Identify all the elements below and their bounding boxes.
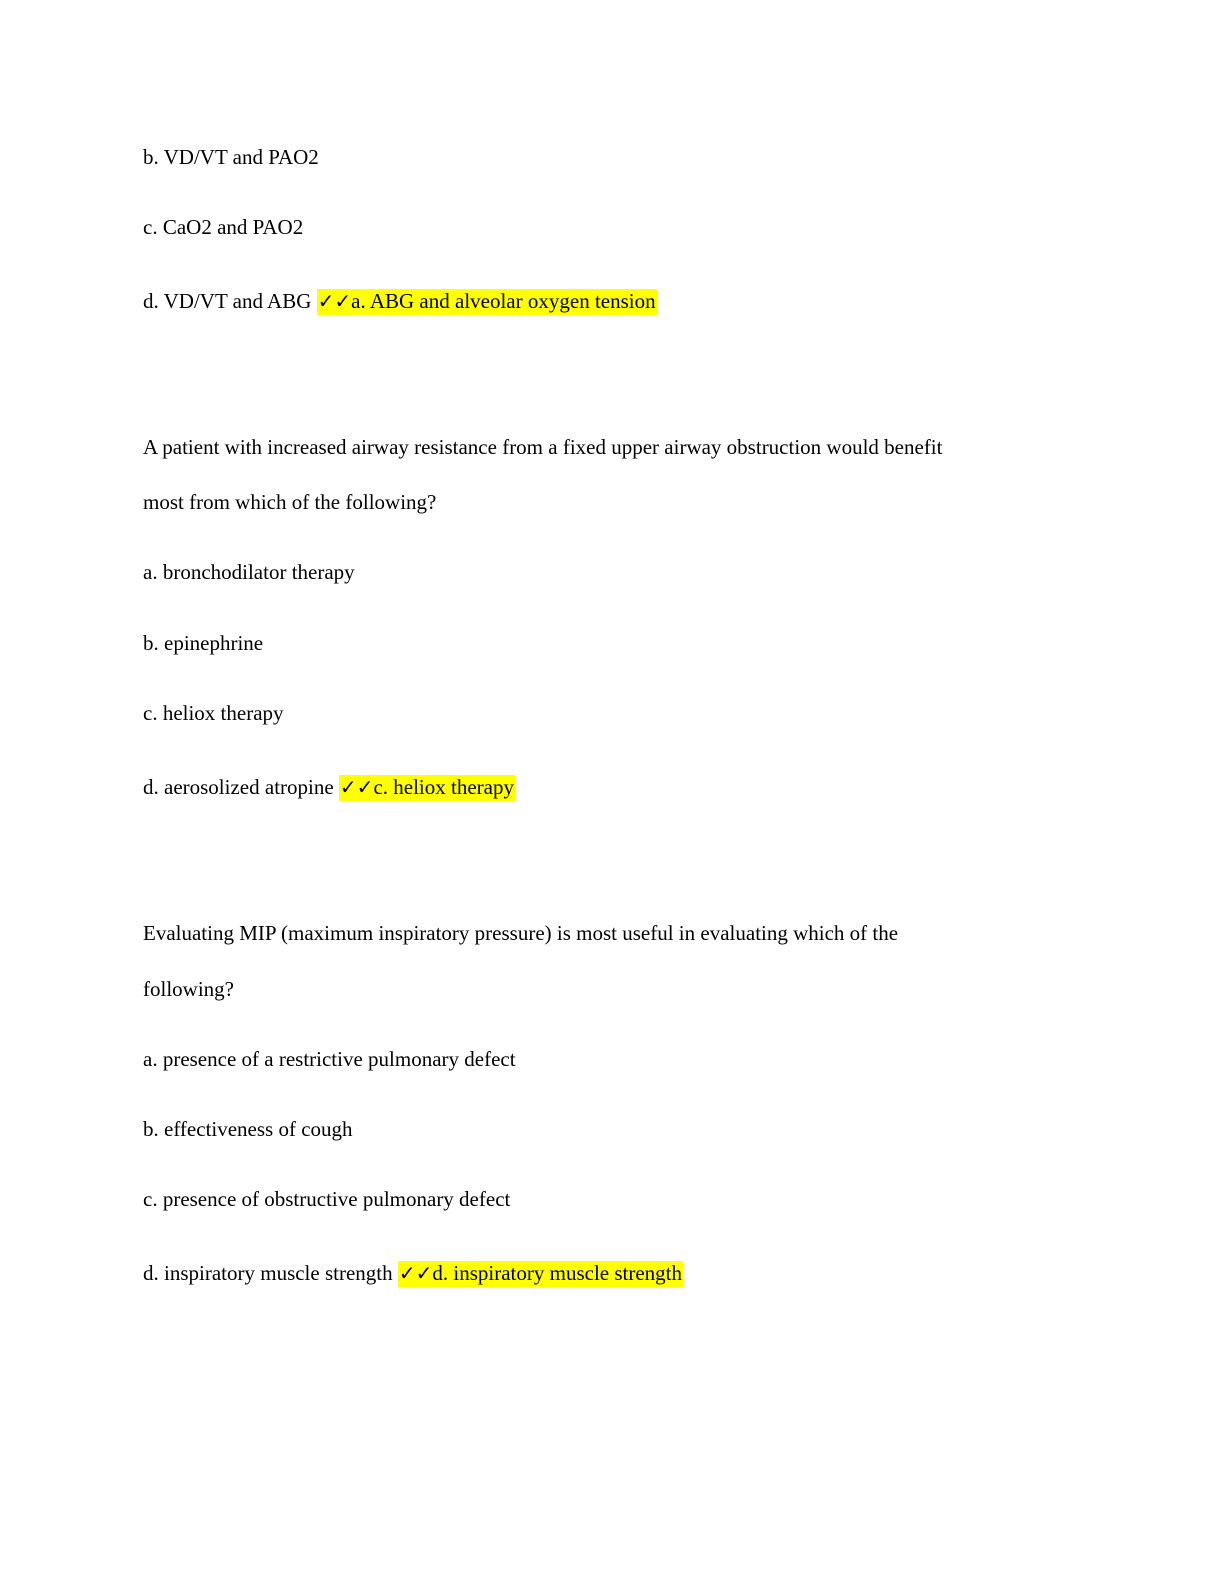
q2-option-c: c. heliox therapy (143, 701, 284, 725)
q3-answer-highlight (398, 1261, 683, 1287)
q3-question-line2: following? (143, 977, 234, 1001)
q1-option-b: b. VD/VT and PAO2 (143, 145, 319, 169)
q2-answer: c. heliox therapy (373, 775, 514, 799)
check-icon: ✓✓ (398, 1261, 433, 1285)
q1-option-d: d. VD/VT and ABG (143, 289, 312, 313)
q3-option-d-row (143, 1258, 683, 1288)
q3-option-c: c. presence of obstructive pulmonary defect (143, 1187, 511, 1211)
q2-question-line2: most from which of the following? (143, 490, 437, 514)
q3-option-a: a. presence of a restrictive pulmonary defect (143, 1047, 516, 1071)
q3-answer: d. inspiratory muscle strength (432, 1261, 683, 1285)
q1-answer: a. ABG and alveolar oxygen tension (351, 289, 656, 313)
q2-option-d-row (143, 772, 515, 802)
q3-option-d: d. inspiratory muscle strength (143, 1261, 393, 1285)
q2-question-line1: A patient with increased airway resistance from a fixed upper airway obstruction would benefit (143, 435, 943, 459)
q2-option-b: b. epinephrine (143, 631, 264, 655)
q2-option-d: d. aerosolized atropine (143, 775, 334, 799)
q1-option-d-row (143, 286, 657, 316)
check-icon: ✓✓ (317, 289, 352, 313)
q3-question-line1: Evaluating MIP (maximum inspiratory pressure) is most useful in evaluating which of the (143, 921, 899, 945)
q1-option-c: c. CaO2 and PAO2 (143, 215, 304, 239)
q1-answer-highlight (317, 289, 657, 315)
q2-option-a: a. bronchodilator therapy (143, 560, 355, 584)
check-icon: ✓✓ (339, 775, 374, 799)
q2-answer-highlight (339, 775, 515, 801)
q3-option-b: b. effectiveness of cough (143, 1117, 353, 1141)
